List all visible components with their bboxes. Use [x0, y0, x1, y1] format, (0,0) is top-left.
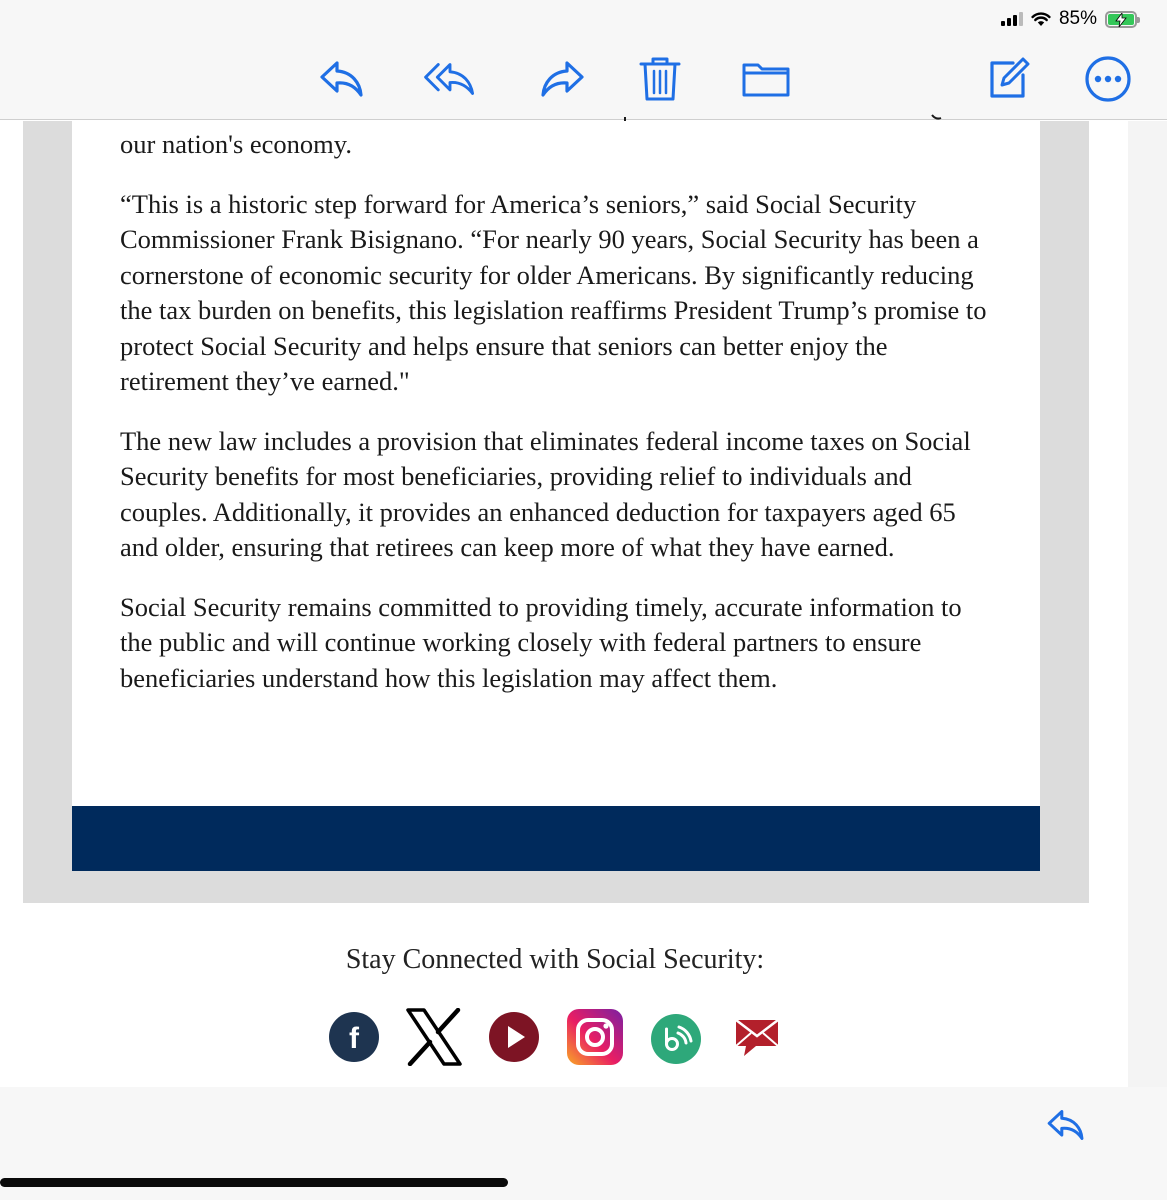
- status-bar: [0, 0, 1167, 40]
- x-link[interactable]: [404, 1008, 464, 1066]
- email-footer-bar: [72, 806, 1040, 871]
- instagram-icon: [566, 1008, 624, 1066]
- email-body-text: [120, 121, 1000, 720]
- reply-all-icon: [422, 58, 478, 100]
- clipped-previous-line: [120, 103, 1000, 121]
- bottom-reply-button[interactable]: [1040, 1103, 1092, 1147]
- paragraph: Social Security remains committed to providing timely, accurate information to the public and will continue working closely with federal partners to ensure beneficiaries understand how this legislation may affect them.: [120, 591, 962, 693]
- home-indicator: [0, 1178, 508, 1187]
- trash-button[interactable]: [632, 54, 688, 104]
- email-body-frame: [23, 121, 1089, 903]
- reply-arrow-icon: [1045, 1107, 1087, 1143]
- paragraph: “This is a historic step forward for America’s seniors,” said Social Security Commissioner Frank Bisignano. “For nearly 90 years, Social Security has been a cornerstone of economic security for older Americans. By significantly reducing the tax burden on benefits, this legislation reaffirms President Trump’s promise to protect Social Security and helps ensure that seniors can better enjoy the retirement they’ve earned.": [120, 188, 987, 396]
- x-icon: [404, 1008, 464, 1066]
- reply-all-button[interactable]: [422, 54, 478, 104]
- forward-arrow-icon: [537, 58, 587, 100]
- battery-percent: 85%: [1058, 8, 1097, 29]
- more-button[interactable]: [1080, 54, 1136, 104]
- email-content-card: [72, 121, 1040, 871]
- blog-link[interactable]: [650, 1013, 702, 1065]
- move-to-folder-button[interactable]: [738, 54, 794, 104]
- reply-arrow-icon: [317, 58, 367, 100]
- email-updates-link[interactable]: [732, 1014, 782, 1060]
- blog-icon: [650, 1013, 702, 1065]
- paragraph: The new law includes a provision that eliminates federal income taxes on Social Security benefits for most beneficiaries, providing relief to individuals and couples. Additionally, it provides an enhanced deduction for taxpayers aged 65 and older, ensuring that retirees can keep more of what they have earned.: [120, 425, 971, 562]
- social-icons-row: [326, 1006, 786, 1068]
- compose-icon: [985, 56, 1031, 102]
- status-indicators: [1001, 8, 1137, 30]
- wifi-icon: [1031, 11, 1051, 27]
- youtube-icon: [488, 1011, 540, 1063]
- trash-icon: [638, 55, 682, 103]
- facebook-glyph: f: [349, 1022, 359, 1055]
- reply-button[interactable]: [314, 54, 370, 104]
- forward-button[interactable]: [534, 54, 590, 104]
- paragraph: our nation's economy.: [120, 129, 352, 159]
- email-icon: [732, 1014, 782, 1060]
- stay-connected-heading: Stay Connected with Social Security:: [345, 944, 765, 975]
- battery-charging-icon: [1105, 11, 1137, 28]
- facebook-link[interactable]: [328, 1011, 380, 1063]
- facebook-icon: [328, 1011, 380, 1063]
- scroll-gutter: [1128, 121, 1167, 1087]
- compose-button[interactable]: [980, 54, 1036, 104]
- folder-icon: [740, 59, 792, 99]
- instagram-link[interactable]: [566, 1008, 624, 1066]
- more-ellipsis-icon: [1084, 55, 1132, 103]
- youtube-link[interactable]: [488, 1011, 540, 1063]
- cellular-signal-icon: [1001, 12, 1023, 26]
